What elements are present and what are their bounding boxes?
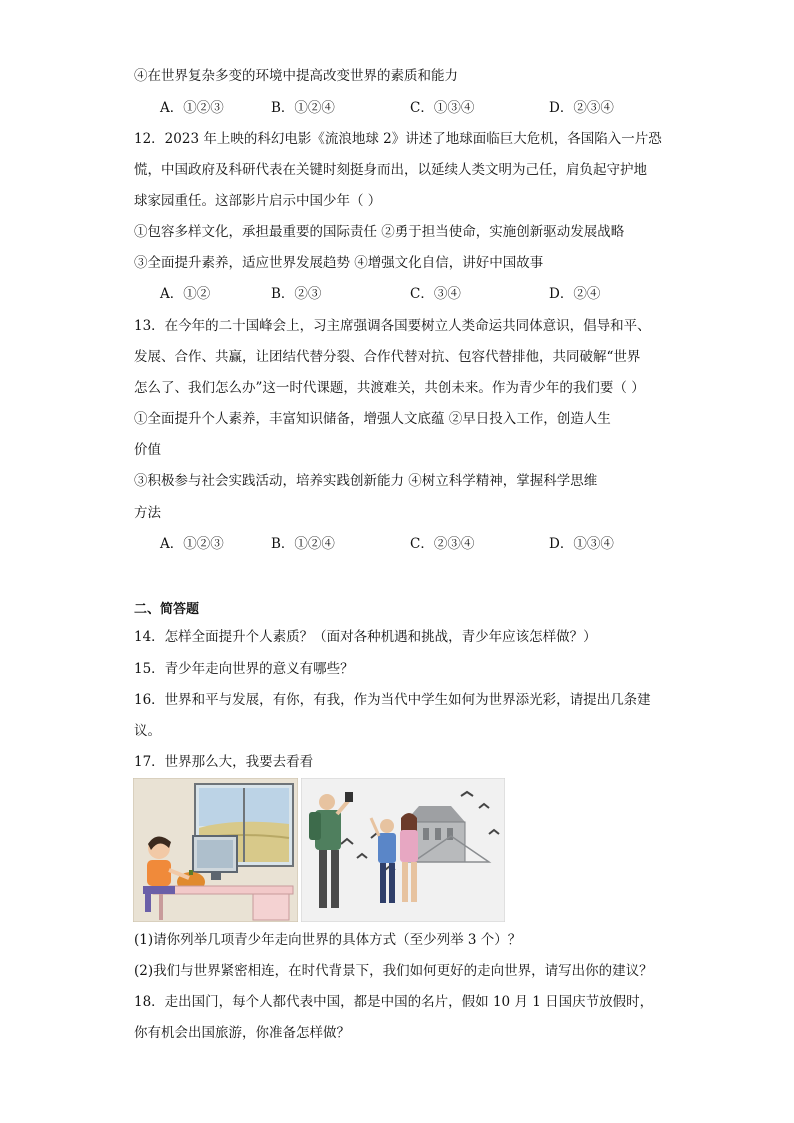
q17-stem: 17．世界那么大，我要去看看 bbox=[134, 754, 314, 770]
q12-option-b: B．②③ bbox=[271, 286, 322, 302]
q11-option-d: D．②③④ bbox=[549, 100, 614, 116]
section-title-short-answer: 二、简答题 bbox=[134, 602, 200, 617]
q17-sub-2: (2)我们与世界紧密相连，在时代背景下，我们如何更好的走向世界，请写出你的建议？ bbox=[134, 963, 653, 979]
q11-option-c: C．①③④ bbox=[410, 100, 475, 116]
q13-stem-line-2: 发展、合作、共赢，让团结代替分裂、合作代替对抗、包容代替排他，共同破解“世界 bbox=[134, 349, 641, 365]
q12-stem-line-1: 12．2023 年上映的科幻电影《流浪地球 2》讲述了地球面临巨大危机，各国陷入一片恐 bbox=[134, 131, 662, 147]
q18-line-2: 你有机会出国旅游，你准备怎样做？ bbox=[134, 1025, 350, 1041]
q17-illustration bbox=[133, 778, 505, 922]
q12-stem-line-3: 球家园重任。这部影片启示中国少年（ ） bbox=[134, 193, 382, 209]
q14-text: 14．怎样全面提升个人素质？（面对各种机遇和挑战，青少年应该怎样做？） bbox=[134, 629, 597, 645]
q13-option-a: A．①②③ bbox=[160, 536, 224, 552]
student-at-computer-image bbox=[133, 778, 298, 922]
q16-line-1: 16．世界和平与发展，有你，有我，作为当代中学生如何为世界添光彩，请提出几条建 bbox=[134, 692, 651, 708]
q17-sub-1: (1)请你列举几项青少年走向世界的具体方式（至少列举 3 个）？ bbox=[134, 932, 522, 948]
q15-text: 15．青少年走向世界的意义有哪些？ bbox=[134, 661, 354, 677]
q11-item-4: ④在世界复杂多变的环境中提高改变世界的素质和能力 bbox=[134, 68, 458, 84]
q13-stem-line-3: 怎么了、我们怎么办”这一时代课题，共渡难关，共创未来。作为青少年的我们要（ ） bbox=[134, 380, 645, 396]
q12-option-d: D．②④ bbox=[549, 286, 601, 302]
q13-option-d: D．①③④ bbox=[549, 536, 614, 552]
q12-stem-line-2: 慌，中国政府及科研代表在关键时刻挺身而出，以延续人类文明为己任，肩负起守护地 bbox=[134, 162, 647, 178]
q12-option-c: C．③④ bbox=[410, 286, 461, 302]
q13-items-line-1: ①全面提升个人素养，丰富知识储备，增强人文底蕴 ②早日投入工作，创造人生 bbox=[134, 411, 611, 427]
q13-option-c: C．②③④ bbox=[410, 536, 475, 552]
q13-stem-line-1: 13．在今年的二十国峰会上，习主席强调各国要树立人类命运共同体意识，倡导和平、 bbox=[134, 318, 651, 334]
q18-line-1: 18．走出国门，每个人都代表中国，都是中国的名片，假如 10 月 1 日国庆节放假时， bbox=[134, 994, 654, 1010]
travellers-at-landmark-image bbox=[301, 778, 505, 922]
q13-items-line-2: 价值 bbox=[134, 442, 161, 458]
q13-option-b: B．①②④ bbox=[271, 536, 335, 552]
q16-line-2: 议。 bbox=[134, 723, 161, 739]
q13-items-line-4: 方法 bbox=[134, 505, 161, 521]
q12-items-line-1: ①包容多样文化，承担最重要的国际责任 ②勇于担当使命，实施创新驱动发展战略 bbox=[134, 224, 625, 240]
q13-items-line-3: ③积极参与社会实践活动，培养实践创新能力 ④树立科学精神，掌握科学思维 bbox=[134, 473, 598, 489]
q12-items-line-2: ③全面提升素养，适应世界发展趋势 ④增强文化自信，讲好中国故事 bbox=[134, 255, 544, 271]
q11-option-a: A．①②③ bbox=[160, 100, 224, 116]
q12-option-a: A．①② bbox=[160, 286, 211, 302]
q11-option-b: B．①②④ bbox=[271, 100, 335, 116]
